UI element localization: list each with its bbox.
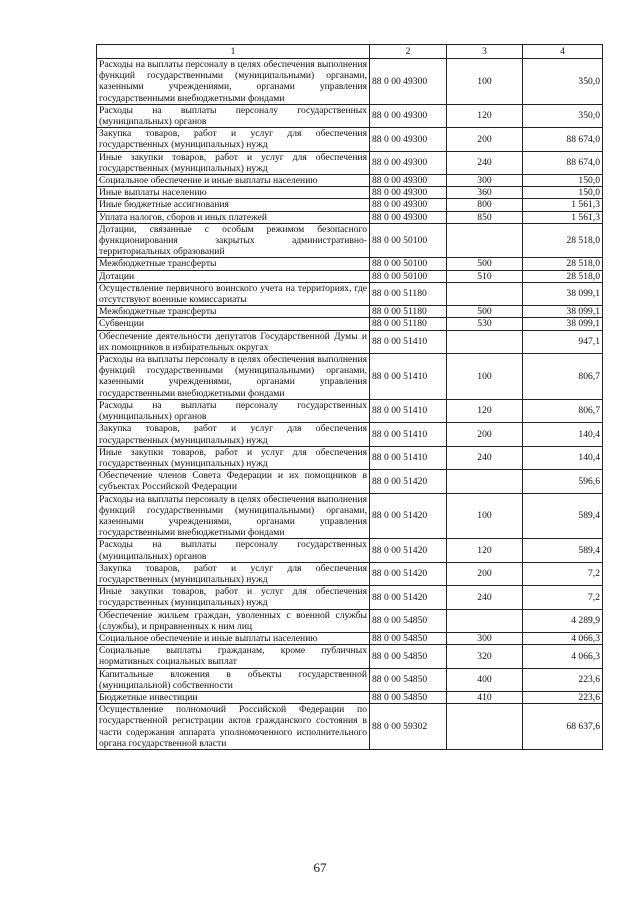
cell-amount: 88 674,0	[523, 151, 603, 174]
table-row	[97, 423, 603, 446]
table-row	[97, 632, 603, 644]
table-row	[97, 470, 603, 493]
cell-vr: 120	[447, 399, 523, 422]
cell-amount: 806,7	[523, 354, 603, 400]
cell-amount: 150,0	[523, 187, 603, 199]
table-row	[97, 399, 603, 422]
cell-code: 88 0 00 49300	[370, 175, 447, 187]
cell-name: Межбюджетные трансферты	[97, 306, 370, 318]
cell-vr: 100	[447, 493, 523, 539]
cell-amount: 38 099,1	[523, 306, 603, 318]
table-row	[97, 645, 603, 668]
table-row	[97, 270, 603, 282]
cell-code: 88 0 00 50100	[370, 270, 447, 282]
cell-amount: 28 518,0	[523, 223, 603, 258]
table-row	[97, 539, 603, 562]
cell-code: 88 0 00 51420	[370, 493, 447, 539]
column-header-name: 1	[97, 45, 370, 59]
cell-name: Иные закупки товаров, работ и услуг для обеспечения государственных (муниципальных) нужд	[97, 151, 370, 174]
cell-amount: 1 561,3	[523, 211, 603, 223]
table-row	[97, 562, 603, 585]
table-row	[97, 330, 603, 353]
cell-amount: 223,6	[523, 691, 603, 703]
cell-name: Капитальные вложения в объекты государственной (муниципальной) собственности	[97, 668, 370, 691]
cell-amount: 68 637,6	[523, 704, 603, 750]
cell-amount: 223,6	[523, 668, 603, 691]
cell-code: 88 0 00 49300	[370, 199, 447, 211]
cell-vr: 500	[447, 306, 523, 318]
cell-amount: 140,4	[523, 423, 603, 446]
cell-code: 88 0 00 54850	[370, 645, 447, 668]
cell-code: 88 0 00 49300	[370, 187, 447, 199]
cell-name: Закупка товаров, работ и услуг для обеспечения государственных (муниципальных) нужд	[97, 423, 370, 446]
table-row	[97, 175, 603, 187]
cell-amount: 1 561,3	[523, 199, 603, 211]
table-row	[97, 258, 603, 270]
cell-amount: 589,4	[523, 493, 603, 539]
cell-amount: 589,4	[523, 539, 603, 562]
cell-vr: 200	[447, 562, 523, 585]
table-row	[97, 704, 603, 750]
table-row	[97, 668, 603, 691]
cell-name: Осуществление полномочий Российской Федерации по государственной регистрации актов гражданского состояния в части содержания аппарата уполномоченного исполнительного органа государственной власти	[97, 704, 370, 750]
cell-code: 88 0 00 54850	[370, 668, 447, 691]
cell-code: 88 0 00 51420	[370, 470, 447, 493]
cell-name: Иные закупки товаров, работ и услуг для обеспечения государственных (муниципальных) нужд	[97, 586, 370, 609]
cell-code: 88 0 00 51180	[370, 282, 447, 305]
cell-vr: 100	[447, 59, 523, 105]
cell-name: Дотации, связанные с особым режимом безопасного функционирования закрытых административно-территориальных образований	[97, 223, 370, 258]
cell-name: Осуществление первичного воинского учета на территориях, где отсутствуют военные комиссариаты	[97, 282, 370, 305]
cell-code: 88 0 00 49300	[370, 104, 447, 127]
table-row	[97, 104, 603, 127]
cell-code: 88 0 00 54850	[370, 609, 447, 632]
cell-name: Обеспечение деятельности депутатов Государственной Думы и их помощников в избирательных округах	[97, 330, 370, 353]
cell-amount: 38 099,1	[523, 282, 603, 305]
cell-name: Социальные выплаты гражданам, кроме публичных нормативных социальных выплат	[97, 645, 370, 668]
cell-vr: 240	[447, 151, 523, 174]
cell-name: Социальное обеспечение и иные выплаты населению	[97, 175, 370, 187]
cell-vr	[447, 282, 523, 305]
cell-code: 88 0 00 51180	[370, 318, 447, 330]
table-row	[97, 493, 603, 539]
cell-vr: 410	[447, 691, 523, 703]
cell-vr	[447, 704, 523, 750]
table-row	[97, 223, 603, 258]
cell-amount: 350,0	[523, 59, 603, 105]
cell-amount: 596,6	[523, 470, 603, 493]
table-row	[97, 691, 603, 703]
cell-name: Дотации	[97, 270, 370, 282]
cell-code: 88 0 00 51410	[370, 330, 447, 353]
cell-name: Закупка товаров, работ и услуг для обеспечения государственных (муниципальных) нужд	[97, 128, 370, 151]
cell-vr: 300	[447, 632, 523, 644]
cell-vr: 320	[447, 645, 523, 668]
cell-name: Иные бюджетные ассигнования	[97, 199, 370, 211]
table-row	[97, 609, 603, 632]
cell-name: Межбюджетные трансферты	[97, 258, 370, 270]
cell-name: Расходы на выплаты персоналу государственных (муниципальных) органов	[97, 104, 370, 127]
cell-vr	[447, 609, 523, 632]
cell-name: Обеспечение жильем граждан, уволенных с военной службы (службы), и приравненных к ним лиц	[97, 609, 370, 632]
cell-amount: 38 099,1	[523, 318, 603, 330]
cell-code: 88 0 00 51410	[370, 354, 447, 400]
cell-amount: 88 674,0	[523, 128, 603, 151]
cell-code: 88 0 00 51420	[370, 586, 447, 609]
table-row	[97, 211, 603, 223]
cell-code: 88 0 00 54850	[370, 691, 447, 703]
cell-name: Расходы на выплаты персоналу в целях обеспечения выполнения функций государственными (муниципальными) органами, казенными учреждениями, органами управления государственными внебюджетными фондами	[97, 493, 370, 539]
table-row	[97, 446, 603, 469]
cell-name: Социальное обеспечение и иные выплаты населению	[97, 632, 370, 644]
cell-name: Уплата налогов, сборов и иных платежей	[97, 211, 370, 223]
cell-vr: 400	[447, 668, 523, 691]
cell-code: 88 0 00 49300	[370, 151, 447, 174]
cell-vr: 360	[447, 187, 523, 199]
column-header-code: 2	[370, 45, 447, 59]
budget-table	[96, 44, 603, 750]
cell-amount: 806,7	[523, 399, 603, 422]
cell-vr: 530	[447, 318, 523, 330]
cell-name: Расходы на выплаты персоналу в целях обеспечения выполнения функций государственными (муниципальными) органами, казенными учреждениями, органами управления государственными внебюджетными фондами	[97, 354, 370, 400]
cell-amount: 4 066,3	[523, 645, 603, 668]
cell-code: 88 0 00 51410	[370, 446, 447, 469]
cell-code: 88 0 00 51410	[370, 423, 447, 446]
cell-code: 88 0 00 51180	[370, 306, 447, 318]
cell-name: Бюджетные инвестиции	[97, 691, 370, 703]
cell-vr: 800	[447, 199, 523, 211]
cell-name: Расходы на выплаты персоналу в целях обеспечения выполнения функций государственными (муниципальными) органами, казенными учреждениями, органами управления государственными внебюджетными фондами	[97, 59, 370, 105]
table-row	[97, 318, 603, 330]
cell-vr: 120	[447, 104, 523, 127]
cell-name: Иные закупки товаров, работ и услуг для обеспечения государственных (муниципальных) нужд	[97, 446, 370, 469]
cell-code: 88 0 00 51420	[370, 562, 447, 585]
cell-vr: 120	[447, 539, 523, 562]
table-row	[97, 199, 603, 211]
table-row	[97, 128, 603, 151]
cell-amount: 28 518,0	[523, 258, 603, 270]
cell-amount: 947,1	[523, 330, 603, 353]
page-number: 67	[313, 860, 327, 875]
column-header-amount: 4	[523, 45, 603, 59]
cell-code: 88 0 00 51420	[370, 539, 447, 562]
cell-vr: 240	[447, 446, 523, 469]
table-row	[97, 151, 603, 174]
table-row	[97, 187, 603, 199]
cell-code: 88 0 00 50100	[370, 258, 447, 270]
table-row	[97, 59, 603, 105]
column-header-vr: 3	[447, 45, 523, 59]
cell-amount: 28 518,0	[523, 270, 603, 282]
cell-vr: 240	[447, 586, 523, 609]
cell-vr	[447, 470, 523, 493]
cell-code: 88 0 00 54850	[370, 632, 447, 644]
cell-code: 88 0 00 59302	[370, 704, 447, 750]
table-row	[97, 354, 603, 400]
cell-vr: 500	[447, 258, 523, 270]
cell-name: Расходы на выплаты персоналу государственных (муниципальных) органов	[97, 539, 370, 562]
cell-vr: 200	[447, 128, 523, 151]
table-row	[97, 306, 603, 318]
cell-name: Обеспечение членов Совета Федерации и их помощников в субъектах Российской Федерации	[97, 470, 370, 493]
cell-code: 88 0 00 51410	[370, 399, 447, 422]
table-header-row	[97, 45, 603, 59]
cell-name: Закупка товаров, работ и услуг для обеспечения государственных (муниципальных) нужд	[97, 562, 370, 585]
cell-code: 88 0 00 49300	[370, 59, 447, 105]
cell-amount: 150,0	[523, 175, 603, 187]
cell-vr	[447, 330, 523, 353]
cell-vr	[447, 223, 523, 258]
cell-vr: 300	[447, 175, 523, 187]
cell-name: Расходы на выплаты персоналу государственных (муниципальных) органов	[97, 399, 370, 422]
table-row	[97, 282, 603, 305]
cell-name: Субвенции	[97, 318, 370, 330]
cell-amount: 7,2	[523, 586, 603, 609]
cell-amount: 350,0	[523, 104, 603, 127]
cell-amount: 4 289,9	[523, 609, 603, 632]
cell-amount: 7,2	[523, 562, 603, 585]
cell-code: 88 0 00 49300	[370, 211, 447, 223]
cell-code: 88 0 00 49300	[370, 128, 447, 151]
table-row	[97, 586, 603, 609]
cell-amount: 4 066,3	[523, 632, 603, 644]
cell-amount: 140,4	[523, 446, 603, 469]
cell-vr: 100	[447, 354, 523, 400]
cell-vr: 850	[447, 211, 523, 223]
cell-vr: 200	[447, 423, 523, 446]
cell-vr: 510	[447, 270, 523, 282]
cell-name: Иные выплаты населению	[97, 187, 370, 199]
cell-code: 88 0 00 50100	[370, 223, 447, 258]
